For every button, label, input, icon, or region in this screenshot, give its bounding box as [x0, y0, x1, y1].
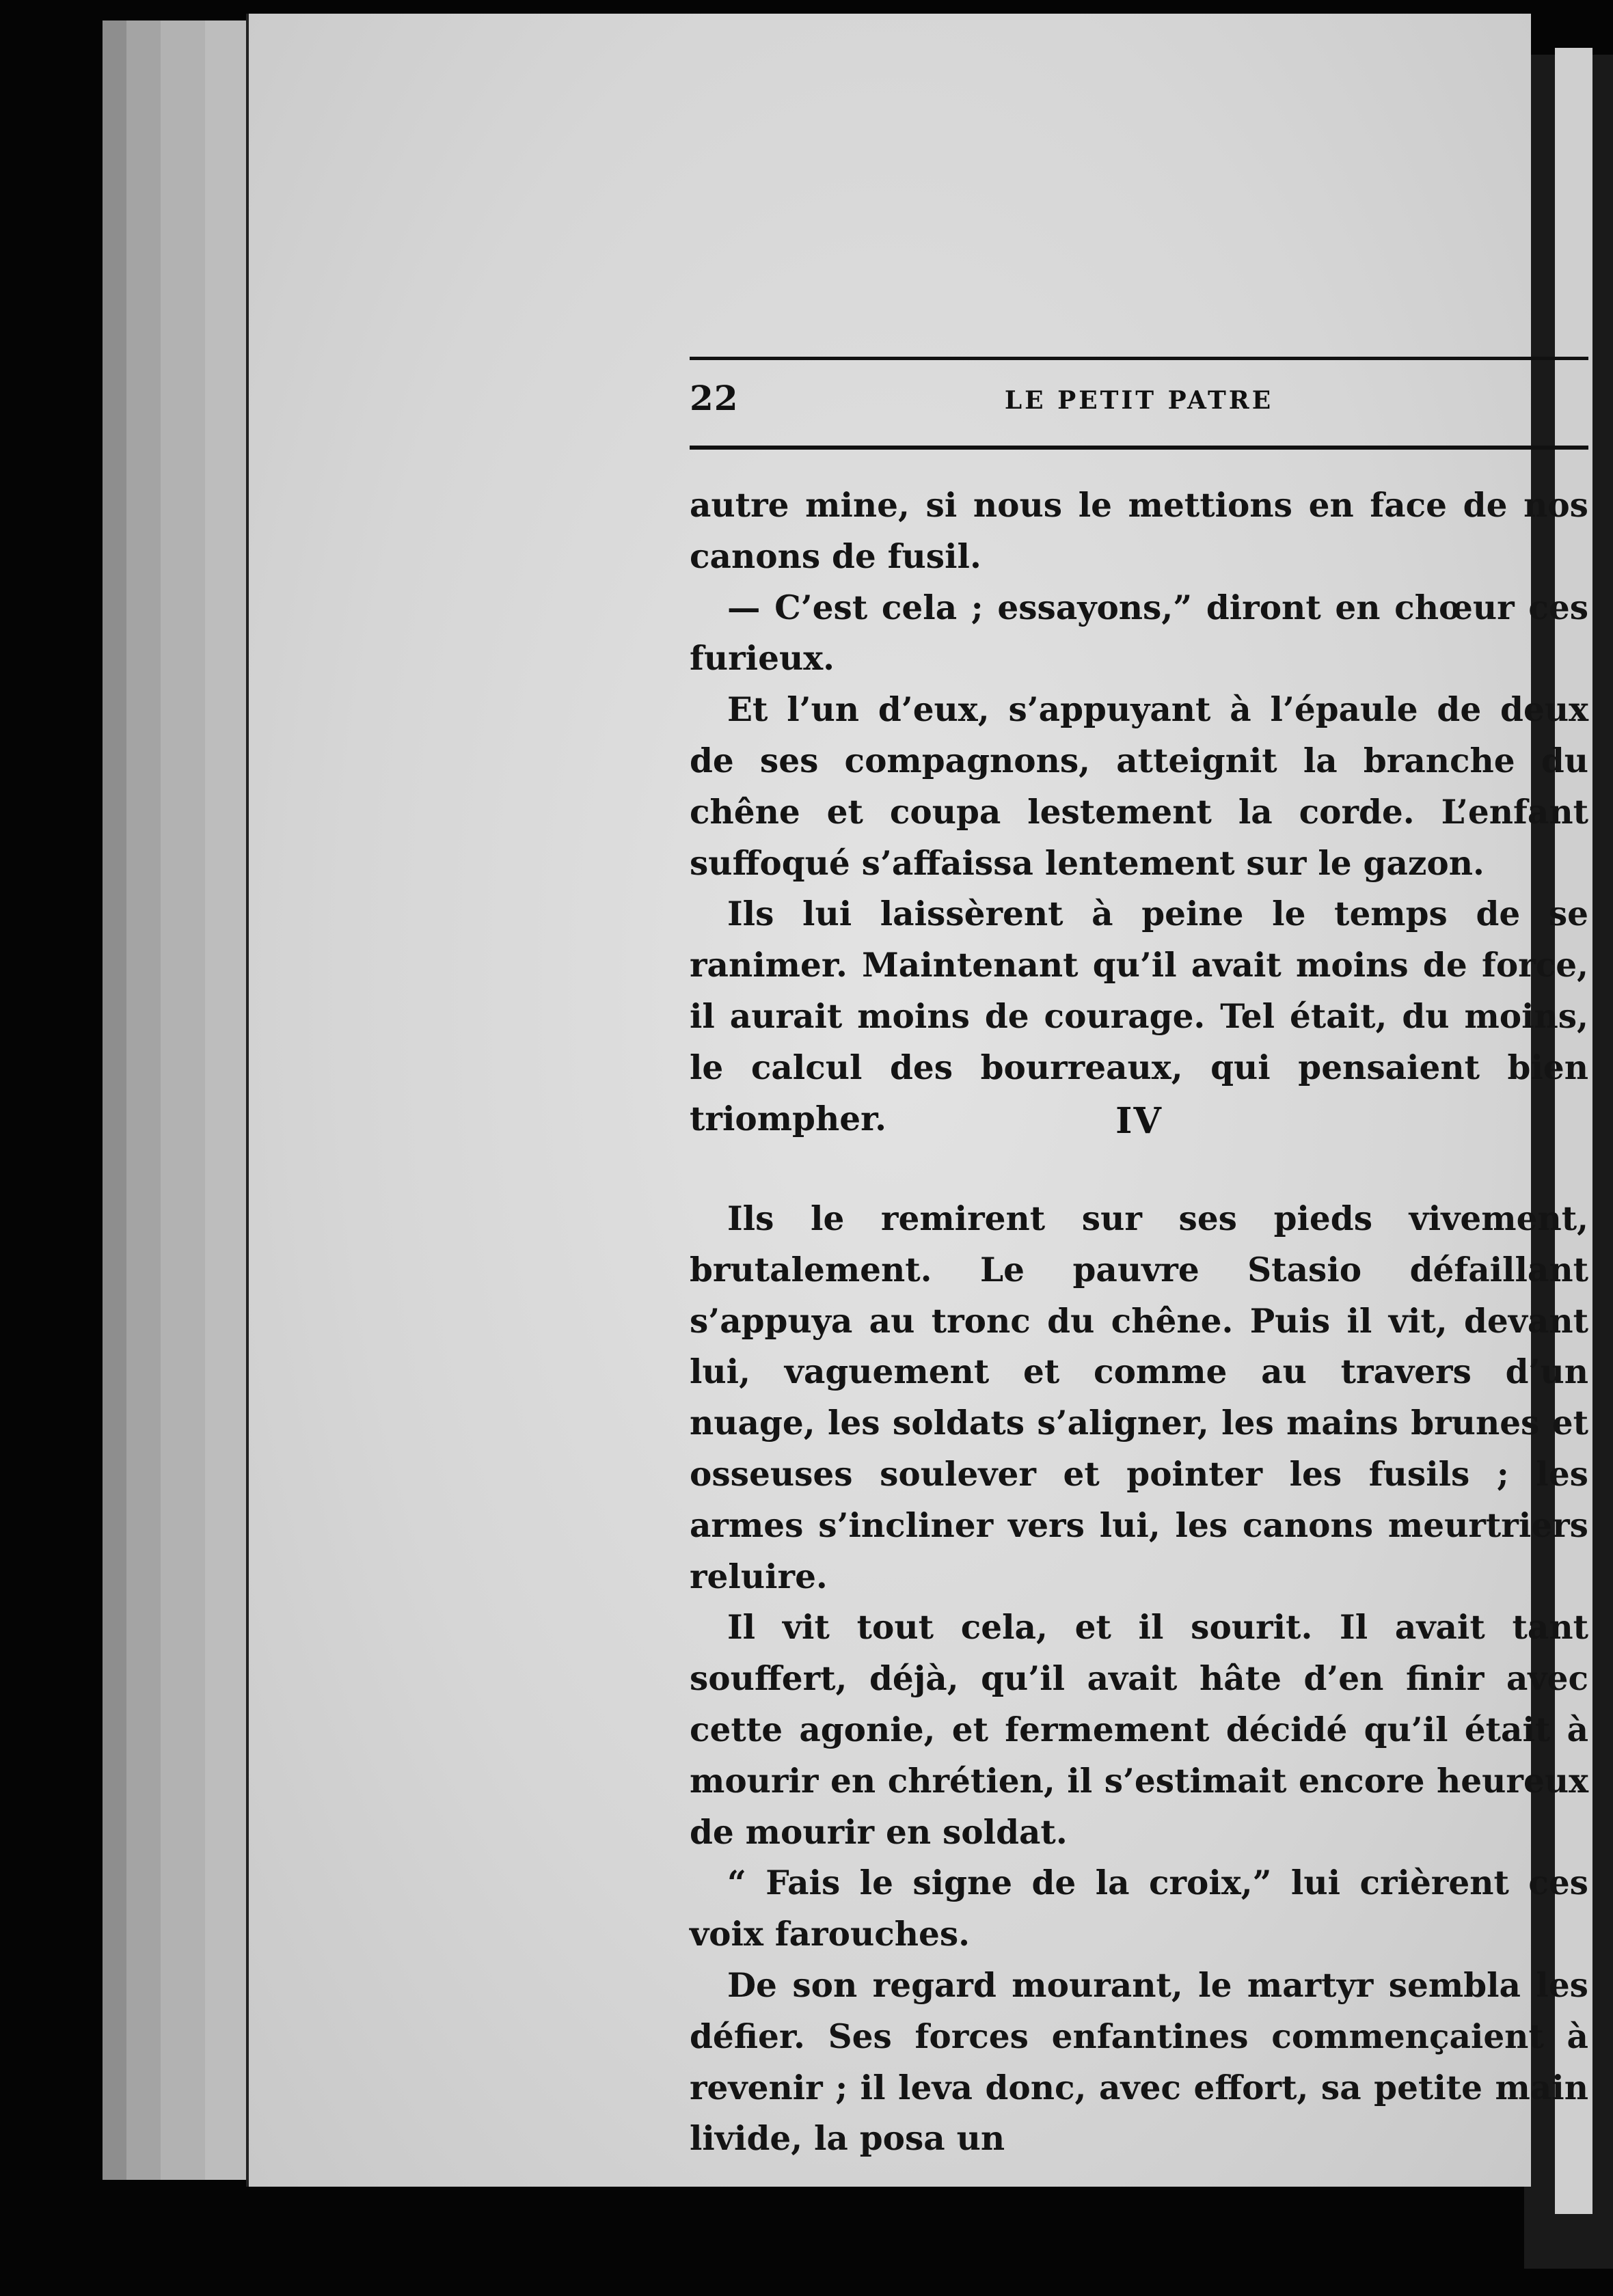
running-header [690, 372, 1588, 434]
paragraph: “ Fais le signe de la croix,” lui crièrent ces voix farouches. [690, 1863, 1588, 1954]
running-title: LE PETIT PATRE [1004, 386, 1274, 415]
header-rule-top [690, 357, 1588, 360]
page-number: 22 [690, 378, 739, 418]
chapter-heading: IV [1115, 1100, 1163, 1142]
paragraph: autre mine, si nous le mettions en face de nos canons de fusil. [690, 486, 1588, 576]
text-block-2 [690, 1194, 1588, 2165]
paragraph: — C’est cela ; essayons,” diront en chœur ces furieux. [690, 588, 1588, 679]
paragraph: Ils le remirent sur ses pieds vivement, brutalement. Le pauvre Stasio défaillant s’appuya au tronc du chêne. Puis il vit, devant lui, vaguement et comme au travers d’un nuage, les soldats s’aligner, les mains brunes et osseuses soulever et pointer les fusils ; les armes s’incliner vers lui, les canons meurtriers reluire. [690, 1199, 1588, 1596]
paragraph: Il vit tout cela, et il sourit. Il avait tant souffert, déjà, qu’il avait hâte d’en finir avec cette agonie, et fermement décidé qu’il était à mourir en chrétien, il s’estimait encore heureux de mourir en soldat. [690, 1608, 1588, 1852]
paragraph: De son regard mourant, le martyr sembla les défier. Ses forces enfantines commençaient à revenir ; il leva donc, avec effort, sa petite main livide, la posa un [690, 1965, 1588, 2159]
page-edge [161, 20, 211, 2180]
text-block-1 [690, 480, 1588, 1145]
page-edge [205, 20, 249, 2180]
paragraph: Et l’un d’eux, s’appuyant à l’épaule de deux de ses compagnons, atteignit la branche du chêne et coupa lestement la corde. L’enfant suffoqué s’affaissa lentement sur le gazon. [690, 690, 1588, 883]
header-rule-bottom [690, 446, 1588, 450]
book-page [246, 14, 1588, 2187]
paragraph: Ils lui laissèrent à peine le temps de se ranimer. Maintenant qu’il avait moins de force, il aurait moins de courage. Tel était, du moins, le calcul des bourreaux, qui pensaient bien triompher. [690, 894, 1588, 1138]
